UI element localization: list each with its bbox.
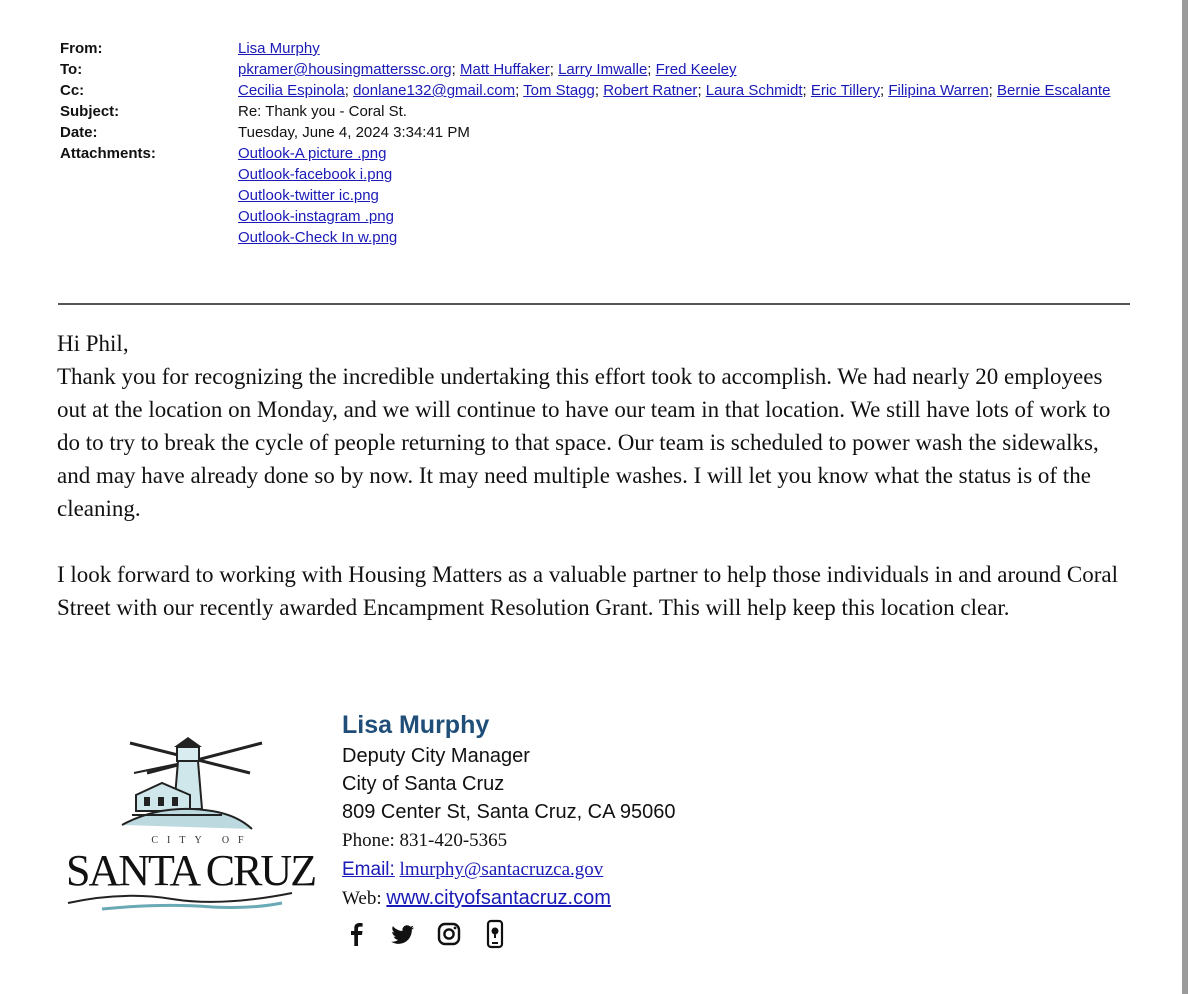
signature-title: Deputy City Manager: [342, 745, 530, 767]
to-row: To: pkramer@housingmatterssc.org; Matt Huffaker; Larry Imwalle; Fred Keeley: [60, 61, 737, 78]
header-divider: [58, 303, 1130, 305]
email-link[interactable]: lmurphy@santacruzca.gov: [399, 859, 604, 880]
signature-org: City of Santa Cruz: [342, 773, 505, 795]
facebook-icon[interactable]: [342, 919, 372, 949]
attachment-link[interactable]: Outlook-Check In w.png: [238, 229, 398, 246]
cc-recipient-link[interactable]: Cecilia Espinola: [238, 82, 345, 99]
cc-recipient-link[interactable]: Robert Ratner: [603, 82, 698, 99]
signature-address: 809 Center St, Santa Cruz, CA 95060: [342, 801, 676, 823]
from-link[interactable]: Lisa Murphy: [238, 40, 320, 57]
to-recipient-link[interactable]: Fred Keeley: [655, 61, 737, 78]
attachment-link[interactable]: Outlook-facebook i.png: [238, 166, 393, 183]
signature-web-line: [342, 884, 842, 913]
city-logo: [62, 733, 316, 913]
cc-recipient-link[interactable]: Bernie Escalante: [997, 82, 1111, 99]
to-recipient-link[interactable]: Larry Imwalle: [558, 61, 648, 78]
attachments-label: Attachments:: [60, 145, 156, 162]
to-label: To:: [60, 61, 83, 78]
cc-label: Cc:: [60, 82, 85, 99]
cc-recipient-link[interactable]: donlane132@gmail.com: [353, 82, 516, 99]
attachment-link[interactable]: Outlook-A picture .png: [238, 145, 387, 162]
twitter-icon[interactable]: [388, 919, 418, 949]
email-label: Email:: [342, 859, 395, 880]
web-label: Web:: [342, 888, 382, 909]
attachment-link[interactable]: Outlook-twitter ic.png: [238, 187, 379, 204]
greeting: Hi Phil,: [57, 331, 129, 356]
email-signature: [342, 708, 842, 949]
logo-santa-cruz-text: SANTA CRUZ: [66, 846, 316, 895]
from-row: [60, 38, 1140, 59]
logo-city-of-text: CITY OF: [151, 835, 253, 846]
from-label: From:: [60, 40, 103, 57]
check-in-icon[interactable]: [480, 919, 510, 949]
signature-name: Lisa Murphy: [342, 711, 490, 739]
subject-row: [60, 101, 1140, 122]
attachment-link[interactable]: Outlook-instagram .png: [238, 208, 394, 225]
cc-recipient-link[interactable]: Tom Stagg: [523, 82, 595, 99]
page-edge-scrollbar: [1182, 0, 1200, 994]
subject-value: Re: Thank you - Coral St.: [238, 103, 407, 120]
date-value: Tuesday, June 4, 2024 3:34:41 PM: [238, 124, 470, 141]
date-label: Date:: [60, 124, 98, 141]
signature-phone: Phone: 831-420-5365: [342, 830, 508, 851]
subject-label: Subject:: [60, 103, 120, 120]
email-body: [57, 327, 1132, 624]
cc-recipient-link[interactable]: Filipina Warren: [888, 82, 989, 99]
cc-recipient-link[interactable]: Laura Schmidt: [705, 82, 803, 99]
website-link[interactable]: www.cityofsantacruz.com: [386, 887, 611, 909]
social-icons: [342, 919, 842, 949]
body-paragraph: I look forward to working with Housing Matters as a valuable partner to help those individuals in and around Coral Street with our recently awarded Encampment Resolution Grant. This will help keep this location clear.: [57, 562, 1118, 620]
cc-row: Cc: Cecilia Espinola; donlane132@gmail.com; Tom Stagg; Robert Ratner; Laura Schmidt; Eric Tillery; Filipina Warren; Bernie Escalante: [60, 82, 1111, 99]
body-paragraph: Thank you for recognizing the incredible undertaking this effort took to accomplish. We had nearly 20 employees out at the location on Monday, and we will continue to have our team in that location. We still have lots of work to do to try to break the cycle of people returning to that space. Our team is scheduled to power wash the sidewalks, and may have already done so by now. It may need multiple washes. I will let you know what the status is of the cleaning.: [57, 364, 1111, 521]
signature-email-line: [342, 855, 842, 884]
to-recipient-link[interactable]: pkramer@housingmatterssc.org: [238, 61, 452, 78]
to-recipient-link[interactable]: Matt Huffaker: [459, 61, 550, 78]
instagram-icon[interactable]: [434, 919, 464, 949]
date-row: [60, 122, 1140, 143]
email-header: [60, 38, 1140, 248]
cc-recipient-link[interactable]: Eric Tillery: [810, 82, 881, 99]
attachments-row: [60, 143, 1140, 248]
